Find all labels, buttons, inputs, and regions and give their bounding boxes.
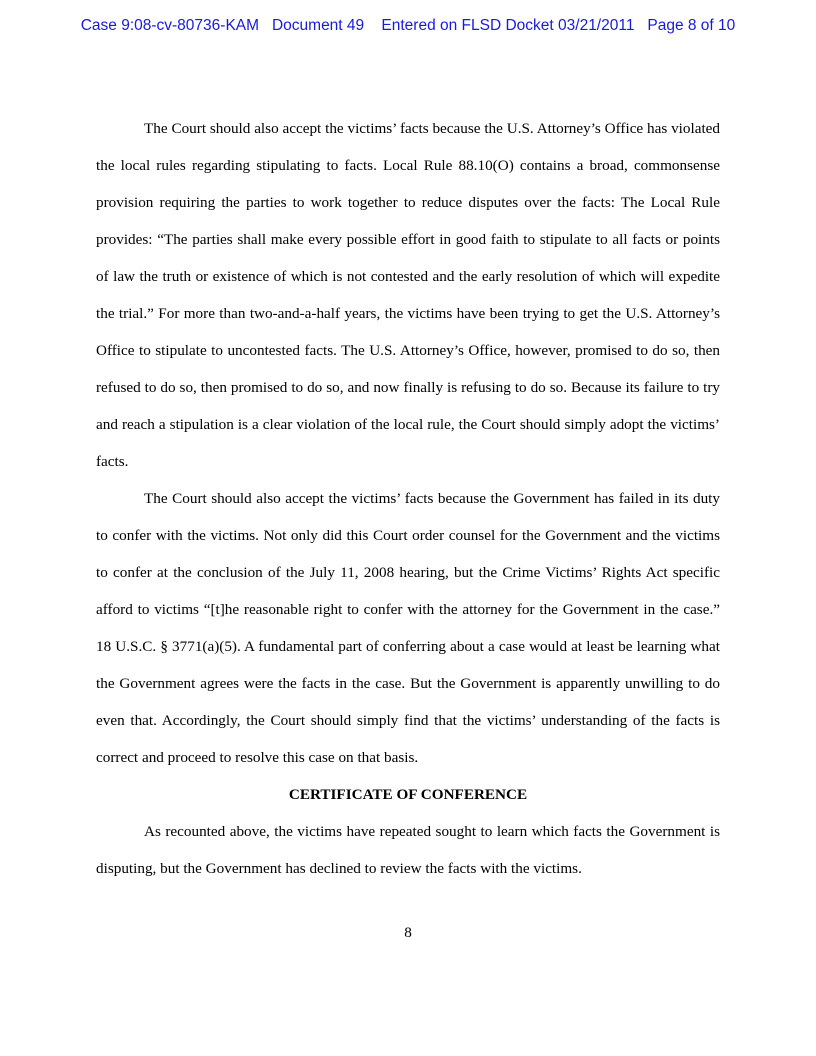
- section-heading: CERTIFICATE OF CONFERENCE: [288, 786, 528, 803]
- document-body: [96, 110, 720, 887]
- case-number: Case 9:08-cv-80736-KAM: [80, 17, 260, 34]
- page-number: 8: [404, 924, 412, 941]
- docket-header: [0, 17, 816, 35]
- docket-entry: Entered on FLSD Docket 03/21/2011: [381, 17, 635, 34]
- certificate-paragraph: As recounted above, the victims have repeated sought to learn which facts the Government is disputing, but the Government has declined to review the facts with the victims.: [96, 823, 720, 877]
- page-count: Page 8 of 10: [647, 17, 736, 34]
- body-paragraph-1: The Court should also accept the victims’ facts because the U.S. Attorney’s Office has violated the local rules regarding stipulating to facts. Local Rule 88.10(O) contains a broad, commonsense provision requiring the parties to work together to reduce disputes over the facts: The Local Rule provides: “The parties shall make every possible effort in good faith to stipulate to all facts or points of law the truth or existence of which is not contested and the early resolution of which will expedite the trial.” For more than two-and-a-half years, the victims have been trying to get the U.S. Attorney’s Office to stipulate to uncontested facts. The U.S. Attorney’s Office, however, promised to do so, then refused to do so, then promised to do so, and now finally is refusing to do so. Because its failure to try and reach a stipulation is a clear violation of the local rule, the Court should simply adopt the victims’ facts.: [96, 120, 720, 470]
- body-paragraph-2: The Court should also accept the victims’ facts because the Government has failed in its duty to confer with the victims. Not only did this Court order counsel for the Government and the victims to confer at the conclusion of the July 11, 2008 hearing, but the Crime Victims’ Rights Act specific afford to victims “[t]he reasonable right to confer with the attorney for the Government in the case.” 18 U.S.C. § 3771(a)(5). A fundamental part of conferring about a case would at least be learning what the Government agrees were the facts in the case. But the Government is apparently unwilling to do even that. Accordingly, the Court should simply find that the victims’ understanding of the facts is correct and proceed to resolve this case on that basis.: [96, 490, 720, 766]
- document-number: Document 49: [271, 17, 365, 34]
